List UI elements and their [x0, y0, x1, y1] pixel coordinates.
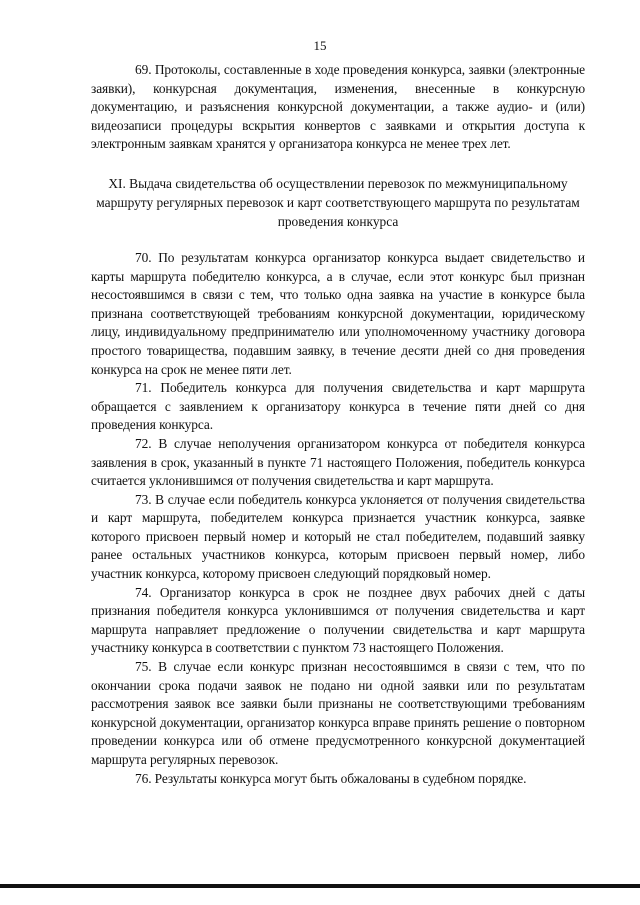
bottom-rule: [0, 884, 640, 888]
paragraph-73: 73. В случае если победитель конкурса уклоняется от получения свидетельства и карт маршрута, победителем конкурса признается участник конкурса, заявке которого присвоен первый номер и который не стал победителем, подавший заявку ранее остальных участников конкурса, которым присвоен первый номер, либо участник конкурса, которому присвоен следующий порядковый номер.: [91, 491, 585, 582]
paragraph-74: 74. Организатор конкурса в срок не позднее двух рабочих дней с даты признания победителя конкурса уклонившимся от получения свидетельства и карт маршрута направляет предложение о получении свидетельства и карт маршрута участнику конкурса в соответствии с пунктом 73 настоящего Положения.: [91, 584, 585, 656]
document-body: [91, 61, 585, 788]
paragraph-76: 76. Результаты конкурса могут быть обжалованы в судебном порядке.: [135, 770, 527, 786]
paragraph-70: 70. По результатам конкурса организатор конкурса выдает свидетельство и карты маршрута победителю конкурса, а в случае, если этот конкурс был признан несостоявшимся в связи с тем, что только одна заявка на участие в конкурсе была признана соответствующей требованиям конкурсной документации, юридическому лицу, индивидуальному предпринимателю или уполномоченному участнику договора простого товарищества, подавшим заявку, в течение десяти дней со дня проведения конкурса на срок не менее пяти лет.: [91, 249, 585, 377]
section-title: XI. Выдача свидетельства об осуществлении перевозок по межмуниципальному маршруту регулярных перевозок и карт соответствующего маршрута по результатам проведения конкурса: [96, 175, 580, 229]
paragraph-72: 72. В случае неполучения организатором конкурса от победителя конкурса заявления в срок, указанный в пункте 71 настоящего Положения, победитель конкурса считается уклонившимся от получения свидетельства и карт маршрута.: [91, 435, 585, 489]
paragraph-75: 75. В случае если конкурс признан несостоявшимся в связи с тем, что по окончании срока подачи заявок не подано ни одной заявки или по результатам рассмотрения заявок все заявки были признаны не соответствующими требованиям конкурсной документации, организатор конкурса вправе принять решение о повторном проведении конкурса или об отмене предусмотренного конкурсной документацией маршрута регулярных перевозок.: [91, 659, 585, 767]
paragraph-71: 71. Победитель конкурса для получения свидетельства и карт маршрута обращается с заявлением к организатору конкурса в течение пяти дней со дня проведения конкурса.: [91, 380, 585, 433]
paragraph-69: 69. Протоколы, составленные в ходе проведения конкурса, заявки (электронные заявки), конкурсная документация, изменения, внесенные в конкурсную документацию, и разъяснения конкурсной документации, а также аудио- и (или) видеозаписи процедуры вскрытия конвертов с заявками и открытия доступа к электронным заявкам хранятся у организатора конкурса не менее трех лет.: [91, 62, 585, 152]
page-number: 15: [313, 38, 327, 53]
